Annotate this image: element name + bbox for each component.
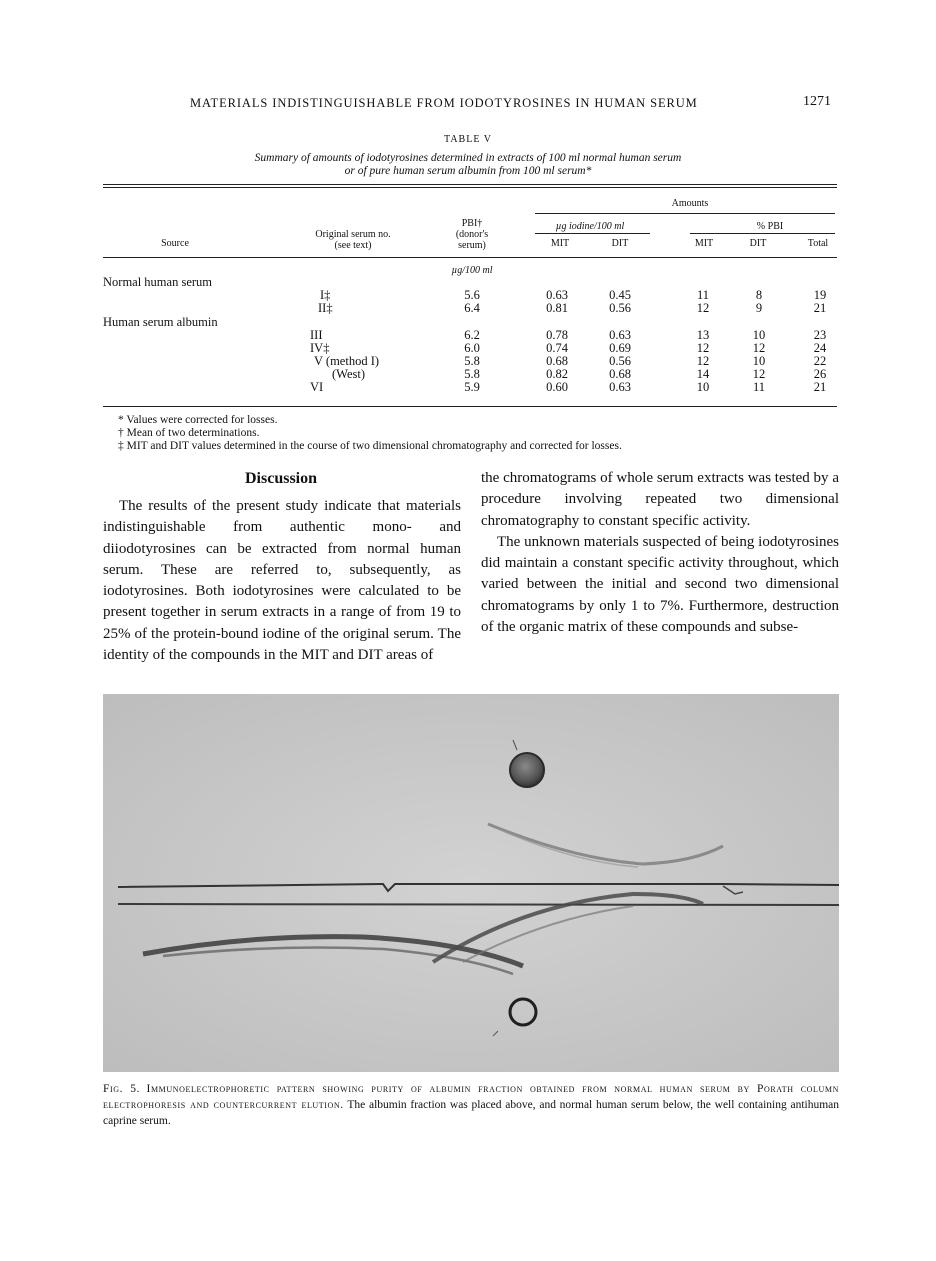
group-label: Human serum albumin xyxy=(103,315,218,329)
left-column xyxy=(103,496,461,666)
cell-mit-pct: 13 xyxy=(696,328,710,342)
header-iodine-group: µg iodine/100 ml xyxy=(555,221,625,232)
cell-dit-ug: 0.63 xyxy=(609,328,631,342)
table-caption-line-2: or of pure human serum albumin from 100 ml serum* xyxy=(344,165,592,177)
units-label: µg/100 ml xyxy=(451,265,493,276)
paragraph: the chromatograms of whole serum extracts was tested by a procedure involving repeated two dimensional chromatography to constant specific activity. xyxy=(481,470,839,529)
table-caption xyxy=(0,152,936,178)
cell-pbi: 5.6 xyxy=(464,288,480,302)
header-original-serum-note: (see text) xyxy=(334,240,372,251)
cell-mit-ug: 0.82 xyxy=(546,367,568,381)
cell-pbi: 5.8 xyxy=(464,354,480,368)
header-bottom-rule xyxy=(103,257,837,258)
iodine-group-rule xyxy=(535,233,650,234)
cell-dit-pct: 10 xyxy=(752,354,766,368)
cell-serum: VI xyxy=(310,380,324,394)
group-label: Normal human serum xyxy=(103,275,213,289)
header-total: Total xyxy=(807,238,829,249)
cell-dit-pct: 11 xyxy=(752,380,766,394)
footnote: ‡ MIT and DIT values determined in the course of two dimensional chromatography and corrected for losses. xyxy=(118,440,622,452)
figure-label: Fig. 5. xyxy=(103,1083,141,1095)
figure-title: Immunoelectrophoretic pattern showing purity of albumin fraction obtained from normal human serum by Porath column electrophoresis and countercurrent elution. xyxy=(103,1083,840,1111)
cell-total: 19 xyxy=(813,288,827,302)
header-original-serum-label: Original serum no. xyxy=(315,229,391,240)
pbi-group-rule xyxy=(690,233,835,234)
figure-caption-text: The albumin fraction was placed above, and normal human serum below, the well containing antihuman caprine serum. xyxy=(103,1099,840,1127)
figure-caption xyxy=(103,1081,839,1129)
table-caption-line-1: Summary of amounts of iodotyrosines determined in extracts of 100 ml normal human serum xyxy=(254,152,682,164)
header-original-serum xyxy=(290,229,416,251)
paragraph: The results of the present study indicate that materials indistinguishable from authentic mono- and diiodotyrosines can be extracted from normal human serum. These are referred to, subsequently, as iodotyrosines. Both iodotyrosines were calculated to be present together in serum extracts in a range of from 19 to 25% of the protein-bound iodine of the original serum. The identity of the compounds in the MIT and DIT areas of xyxy=(103,498,461,664)
page-number: 1271 xyxy=(803,94,831,109)
cell-dit-pct: 9 xyxy=(755,301,763,315)
cell-dit-pct: 8 xyxy=(755,288,763,302)
header-pbi xyxy=(440,218,504,251)
header-pbi-group: % PBI xyxy=(756,221,784,232)
cell-dit-ug: 0.56 xyxy=(609,301,631,315)
cell-mit-ug: 0.60 xyxy=(546,380,568,394)
cell-dit-pct: 12 xyxy=(752,367,766,381)
cell-total: 24 xyxy=(813,341,827,355)
cell-dit-ug: 0.45 xyxy=(609,288,631,302)
cell-mit-pct: 12 xyxy=(696,301,710,315)
header-source: Source xyxy=(161,238,189,249)
header-dit-pct: DIT xyxy=(749,238,767,249)
footnote: * Values were corrected for losses. xyxy=(118,414,278,426)
immunoelectrophoresis-image xyxy=(103,694,839,1072)
cell-dit-ug: 0.68 xyxy=(609,367,631,381)
cell-dit-pct: 10 xyxy=(752,328,766,342)
cell-mit-ug: 0.63 xyxy=(546,288,568,302)
cell-dit-ug: 0.56 xyxy=(609,354,631,368)
footnote: † Mean of two determinations. xyxy=(118,427,260,439)
header-mit: MIT xyxy=(550,238,570,249)
cell-mit-pct: 14 xyxy=(696,367,710,381)
cell-mit-pct: 11 xyxy=(696,288,710,302)
section-heading: Discussion xyxy=(244,470,318,487)
cell-total: 21 xyxy=(813,380,827,394)
cell-mit-ug: 0.74 xyxy=(546,341,568,355)
cell-mit-pct: 12 xyxy=(696,354,710,368)
cell-total: 26 xyxy=(813,367,827,381)
cell-total: 21 xyxy=(813,301,827,315)
running-title: MATERIALS INDISTINGUISHABLE FROM IODOTYROSINES IN HUMAN SERUM xyxy=(190,96,698,110)
cell-mit-ug: 0.78 xyxy=(546,328,568,342)
table-top-rule-2 xyxy=(103,187,837,188)
cell-pbi: 6.0 xyxy=(464,341,480,355)
cell-serum: III xyxy=(310,328,323,342)
cell-dit-ug: 0.63 xyxy=(609,380,631,394)
table-top-rule xyxy=(103,184,837,185)
cell-mit-ug: 0.68 xyxy=(546,354,568,368)
cell-serum: I‡ xyxy=(320,288,331,302)
table-label: TABLE V xyxy=(444,134,492,145)
cell-pbi: 6.2 xyxy=(464,328,480,342)
figure-photo xyxy=(103,694,839,1072)
cell-mit-ug: 0.81 xyxy=(546,301,568,315)
header-pbi-label: PBI† xyxy=(461,218,483,229)
header-pbi-note-2: serum) xyxy=(458,240,486,251)
cell-serum: IV‡ xyxy=(310,341,330,355)
cell-serum: (West) xyxy=(332,367,366,381)
cell-pbi: 6.4 xyxy=(464,301,480,315)
cell-mit-pct: 10 xyxy=(696,380,710,394)
header-dit: DIT xyxy=(611,238,629,249)
cell-pbi: 5.8 xyxy=(464,367,480,381)
cell-pbi: 5.9 xyxy=(464,380,480,394)
header-amounts: Amounts xyxy=(671,198,709,209)
paragraph: The unknown materials suspected of being iodotyrosines did maintain a constant specific activity throughout, which varied between the initial and second two dimensional chromatograms by only 1 to 7%. Furthermore, destruction of the organic matrix of these compounds and subse- xyxy=(481,533,839,636)
cell-total: 23 xyxy=(813,328,827,342)
table-bottom-rule xyxy=(103,406,837,407)
cell-serum: V (method I) xyxy=(314,354,380,368)
cell-dit-ug: 0.69 xyxy=(609,341,631,355)
cell-dit-pct: 12 xyxy=(752,341,766,355)
cell-total: 22 xyxy=(813,354,827,368)
amounts-rule xyxy=(535,213,835,214)
header-mit-pct: MIT xyxy=(694,238,714,249)
cell-serum: II‡ xyxy=(318,301,333,315)
right-column xyxy=(481,468,839,638)
cell-mit-pct: 12 xyxy=(696,341,710,355)
header-pbi-note-1: (donor's xyxy=(455,229,489,240)
